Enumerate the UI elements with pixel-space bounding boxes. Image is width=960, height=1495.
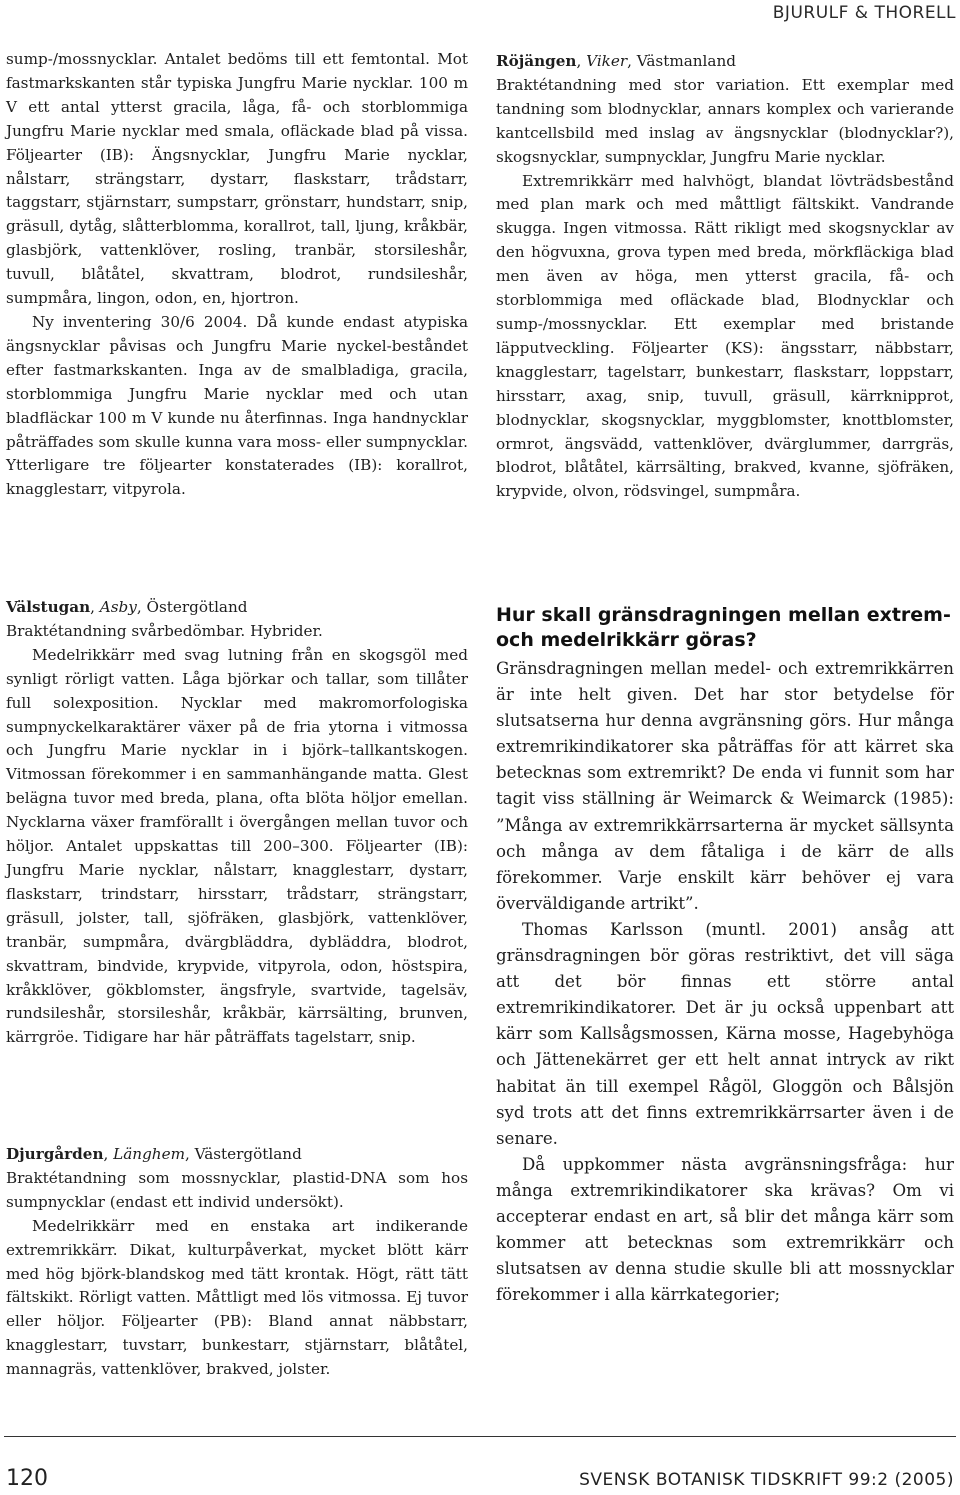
page-number: 120 <box>6 1466 48 1491</box>
site-province: Västmanland <box>636 52 736 70</box>
site-title: Djurgården, Länghem, Västergötland <box>6 1145 302 1163</box>
site-parish: Asby <box>99 598 137 616</box>
site-title: Röjängen, Viker, Västmanland <box>496 52 736 70</box>
site-bracts: Braktétandning med stor variation. Ett exemplar med tandning som blodnycklar, annars komplex och varierande kantcellsbild med inslag av ängsnycklar (blodnycklar?), skogsnycklar, sumpnycklar, Jungfru Marie nycklar. <box>496 75 954 166</box>
journal-name: SVENSK BOTANISK TIDSKRIFT 99:2 (2005) <box>579 1470 954 1490</box>
site-province: Östergötland <box>146 598 248 616</box>
paragraph: sump-/mossnycklar. Antalet bedöms till ett femtontal. Mot fastmarkskanten står typiska Jungfru Marie nycklar. 100 m V ett antal ytterst gracila, låga, få- och storblommiga Jungfru Marie nycklar med smala, ofläckade blad på vissa. Följearter (IB): Ängsnycklar, Jungfru Marie nycklar, nålstarr, strängstarr, dystarr, flaskstarr, trådstarr, taggstarr, stjärnstarr, sumpstarr, grönstarr, hundstarr, snip, gräsull, dytåg, slåtterblomma, korallrot, tall, ljung, kråkbär, glasbjörk, vattenklöver, rosling, tranbär, storsileshår, tuvull, blåtåtel, skvattram, blodrot, rundsileshår, sumpmåra, lingon, odon, en, hjortron. <box>6 50 468 308</box>
site-description: Medelrikkärr med en enstaka art indikerande extremrikkärr. Dikat, kulturpåverkat, mycket blött kärr med hög björk-blandskog med tätt krontak. Högt, rätt tätt fältskikt. Rörligt vatten. Måttligt med lös vitmossa. Ej tuvor eller höljor. Följearter (PB): Bland annat näbbstarr, knagglestarr, tuvstarr, bunkestarr, stjärnstarr, blåtåtel, mannagräs, vattenklöver, brakved, jolster. <box>6 1216 468 1379</box>
site-bracts: Braktétandning som mossnycklar, plastid-DNA som hos sumpnycklar (endast ett individ undersökt). <box>6 1168 468 1211</box>
site-entry-valstugan <box>6 596 468 1050</box>
site-title: Välstugan, Asby, Östergötland <box>6 598 248 616</box>
site-entry-rojangen <box>496 50 954 504</box>
site1-continuation <box>6 48 468 502</box>
site-name: Djurgården <box>6 1145 104 1163</box>
paragraph: Gränsdragningen mellan medel- och extremrikkärren är inte helt given. Det har stor betydelse för slutsatserna hur denna avgränsning görs. Hur många extremrikindikatorer ska påträffas för att kärret ska betecknas som extremrikt? De enda vi funnit som har tagit viss ställning är Weimarck & Weimarck (1985): ”Många av extremrikkärrsarterna är mycket sällsynta och många av dem fåtaliga i de kärr de alls förekommer. Varje enskilt kärr behöver ej vara överväldigande artrikt”. <box>496 659 954 913</box>
running-head: BJURULF & THORELL <box>772 3 956 23</box>
paragraph: Thomas Karlsson (muntl. 2001) ansåg att gränsdragningen bör göras restriktivt, det vill säga att det bör finnas ett större antal extremrikindikatorer. Det är ju också uppenbart att kärr som Kallsågsmossen, Kärna mosse, Hagebyhöga och Jättenekärret ger ett helt annat intryck av rikt habitat än till exempel Rågöl, Gloggön och Bålsjön syd trots att det finns extremrikkärrsarter även i de senare. <box>496 919 954 1148</box>
site-bracts: Braktétandning svårbedömbar. Hybrider. <box>6 621 323 640</box>
site-parish: Viker <box>586 52 628 70</box>
section-body <box>496 656 954 1308</box>
paragraph: Då uppkommer nästa avgränsningsfråga: hur många extremrikindikatorer ska krävas? Om vi accepterar endast en art, så blir det många kärr som kommer att betecknas som extremrikkärr och slutsatsen av denna studie skulle bli att mossnycklar förekommer i alla kärrkategorier; <box>496 1154 954 1305</box>
site-description: Medelrikkärr med svag lutning från en skogsgöl med synligt rörligt vatten. Låga björkar och tallar, som tillåter full solexposition. Nycklar med makromorfologiska sumpnyckelkaraktärer växer på de fria ytorna i vitmossa och Jungfru Marie nycklar in i björk–tallkantskogen. Vitmossan förekommer i en sammanhängande matta. Glest belägna tuvor med breda, plana, ofta blöta höljor emellan. Nycklarna växer framförallt i övergången mellan tuvor och höljor. Antalet uppskattas till 200–300. Följearter (IB): Jungfru Marie nycklar, nålstarr, knagglestarr, dystarr, flaskstarr, trindstarr, hirsstarr, trådstarr, strängstarr, gräsull, jolster, tall, sjöfräken, glasbjörk, vattenklöver, tranbär, sumpmåra, dvärgbläddra, dybläddra, blodrot, skvattram, bindvide, krypvide, vitpyrola, odon, höstspira, kråkklöver, gökblomster, ängsfryle, svartvide, tagelsäv, rundsileshår, storsileshår, kråkbär, kärrsälting, brunven, kärrgröe. Tidigare har här påträffats tagelstarr, snip. <box>6 645 468 1047</box>
section-heading: Hur skall gränsdragningen mellan extrem- och medelrikkärr göras? <box>496 604 951 651</box>
section-gransdragning <box>496 603 954 1308</box>
footer-rule <box>4 1436 956 1437</box>
site-entry-djurgarden <box>6 1143 468 1382</box>
site-province: Västergötland <box>194 1145 302 1163</box>
site-name: Röjängen <box>496 52 577 70</box>
site-name: Välstugan <box>6 598 91 616</box>
site-description: Extremrikkärr med halvhögt, blandat lövträdsbestånd med plan mark och med måttligt fältskikt. Vandrande skugga. Ingen vitmossa. Rätt rikligt med skogsnycklar av den högvuxna, grova typen med breda, mörkfläckiga blad men även av höga, men ytterst gracila, få- och storblommiga med ofläckade blad, Blodnycklar och sump-/mossnycklar. Ett exemplar med bristande läpputveckling. Följearter (KS): ängsstarr, näbbstarr, knagglestarr, tagelstarr, bunkestarr, flaskstarr, loppstarr, hirsstarr, axag, snip, tuvull, gräsull, kärrknipprot, blodnycklar, skogsnycklar, myggblomster, knottblomster, ormrot, ängsvädd, vattenklöver, dvärglummer, darrgräs, blodrot, blåtåtel, kärrsälting, brakved, kvanne, sjöfräken, krypvide, olvon, rödsvingel, sumpmåra. <box>496 171 954 501</box>
site-parish: Länghem <box>113 1145 185 1163</box>
paragraph: Ny inventering 30/6 2004. Då kunde endast atypiska ängsnycklar påvisas och Jungfru Marie nyckel-beståndet efter fastmarkskanten. Inga av de smalbladiga, gracila, storblommiga Jungfru Marie nycklar med och utan bladfläckar 100 m V kunde nu återfinnas. Inga handnycklar påträffades som skulle kunna vara moss- eller sumpnycklar. Ytterligare tre följearter konstaterades (IB): korallrot, knagglestarr, vitpyrola. <box>6 312 468 499</box>
